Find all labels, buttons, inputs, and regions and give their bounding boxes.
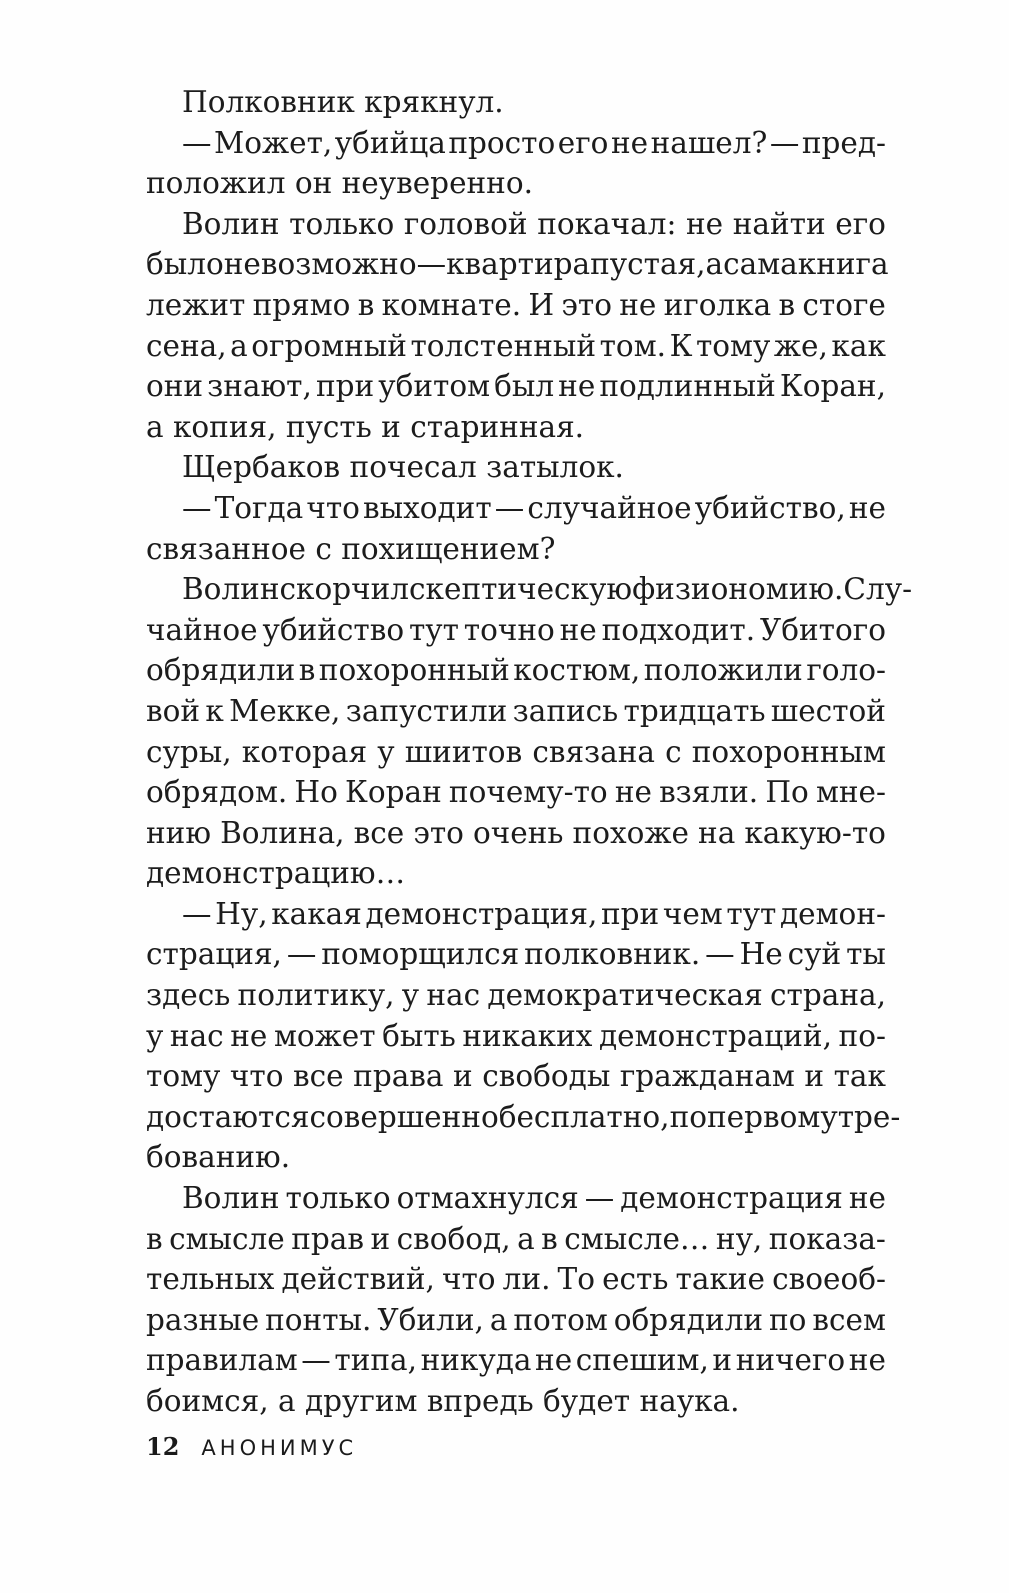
- running-head: АНОНИМУС: [201, 1436, 358, 1460]
- page-footer: [146, 1432, 357, 1461]
- text-line: Волин скорчил скептическую физиономию. Слу-: [182, 572, 913, 607]
- text-line: обрядом. Но Коран почему-то не взяли. По мне-: [146, 775, 886, 810]
- text-line: Щербаков почесал затылок.: [182, 450, 624, 485]
- text-line: чайное убийство тут точно не подходит. Убитого: [146, 612, 886, 647]
- text-line: Волин только отмахнулся — демонстрация не: [182, 1181, 886, 1216]
- body-text: [146, 82, 913, 1422]
- text-line: тельных действий, что ли. То есть такие своеоб-: [146, 1262, 886, 1297]
- text-line: тому что все права и свободы гражданам и так: [146, 1059, 886, 1094]
- text-line: связанное с похищением?: [146, 531, 556, 566]
- text-line: сена, а огромный толстенный том. К тому же, как: [146, 328, 886, 363]
- text-line: разные понты. Убили, а потом обрядили по всем: [146, 1302, 886, 1337]
- text-line: Полковник крякнул.: [182, 85, 504, 119]
- text-line: правилам — типа, никуда не спешим, и ничего не: [146, 1343, 886, 1378]
- text-line: обрядили в похоронный костюм, положили голо-: [146, 653, 886, 688]
- text-line: они знают, при убитом был не подлинный Коран,: [146, 369, 886, 404]
- page-number: 12: [146, 1432, 180, 1461]
- text-line: здесь политику, у нас демократическая страна,: [146, 978, 886, 1013]
- text-line: вой к Мекке, запустили запись тридцать шестой: [146, 693, 886, 728]
- text-line: Волин только головой покачал: не найти его: [182, 206, 886, 241]
- text-line: достаются совершенно бесплатно, по первому тре-: [146, 1099, 901, 1134]
- text-line: — Ну, какая демонстрация, при чем тут демон-: [182, 896, 886, 931]
- text-line: — Тогда что выходит — случайное убийство, не: [182, 490, 886, 525]
- text-line: в смысле прав и свобод, а в смысле… ну, показа-: [146, 1221, 886, 1256]
- text-line: — Может, убийца просто его не нашел? — пред-: [182, 125, 886, 160]
- text-line: было невозможно — квартира пустая, а сама книга: [146, 247, 889, 282]
- text-line: боимся, а другим впредь будет наука.: [146, 1384, 740, 1418]
- text-line: положил он неуверенно.: [146, 166, 533, 201]
- text-line: а копия, пусть и старинная.: [146, 409, 585, 444]
- text-line: нию Волина, все это очень похоже на какую-то: [146, 815, 886, 850]
- text-line: суры, которая у шиитов связана с похоронным: [146, 734, 886, 769]
- text-line: бованию.: [146, 1140, 291, 1175]
- text-line: у нас не может быть никаких демонстраций, по-: [146, 1018, 886, 1053]
- text-line: страция, — поморщился полковник. — Не суй ты: [146, 937, 886, 972]
- text-line: лежит прямо в комнате. И это не иголка в стоге: [146, 287, 886, 322]
- text-line: демонстрацию…: [146, 856, 406, 891]
